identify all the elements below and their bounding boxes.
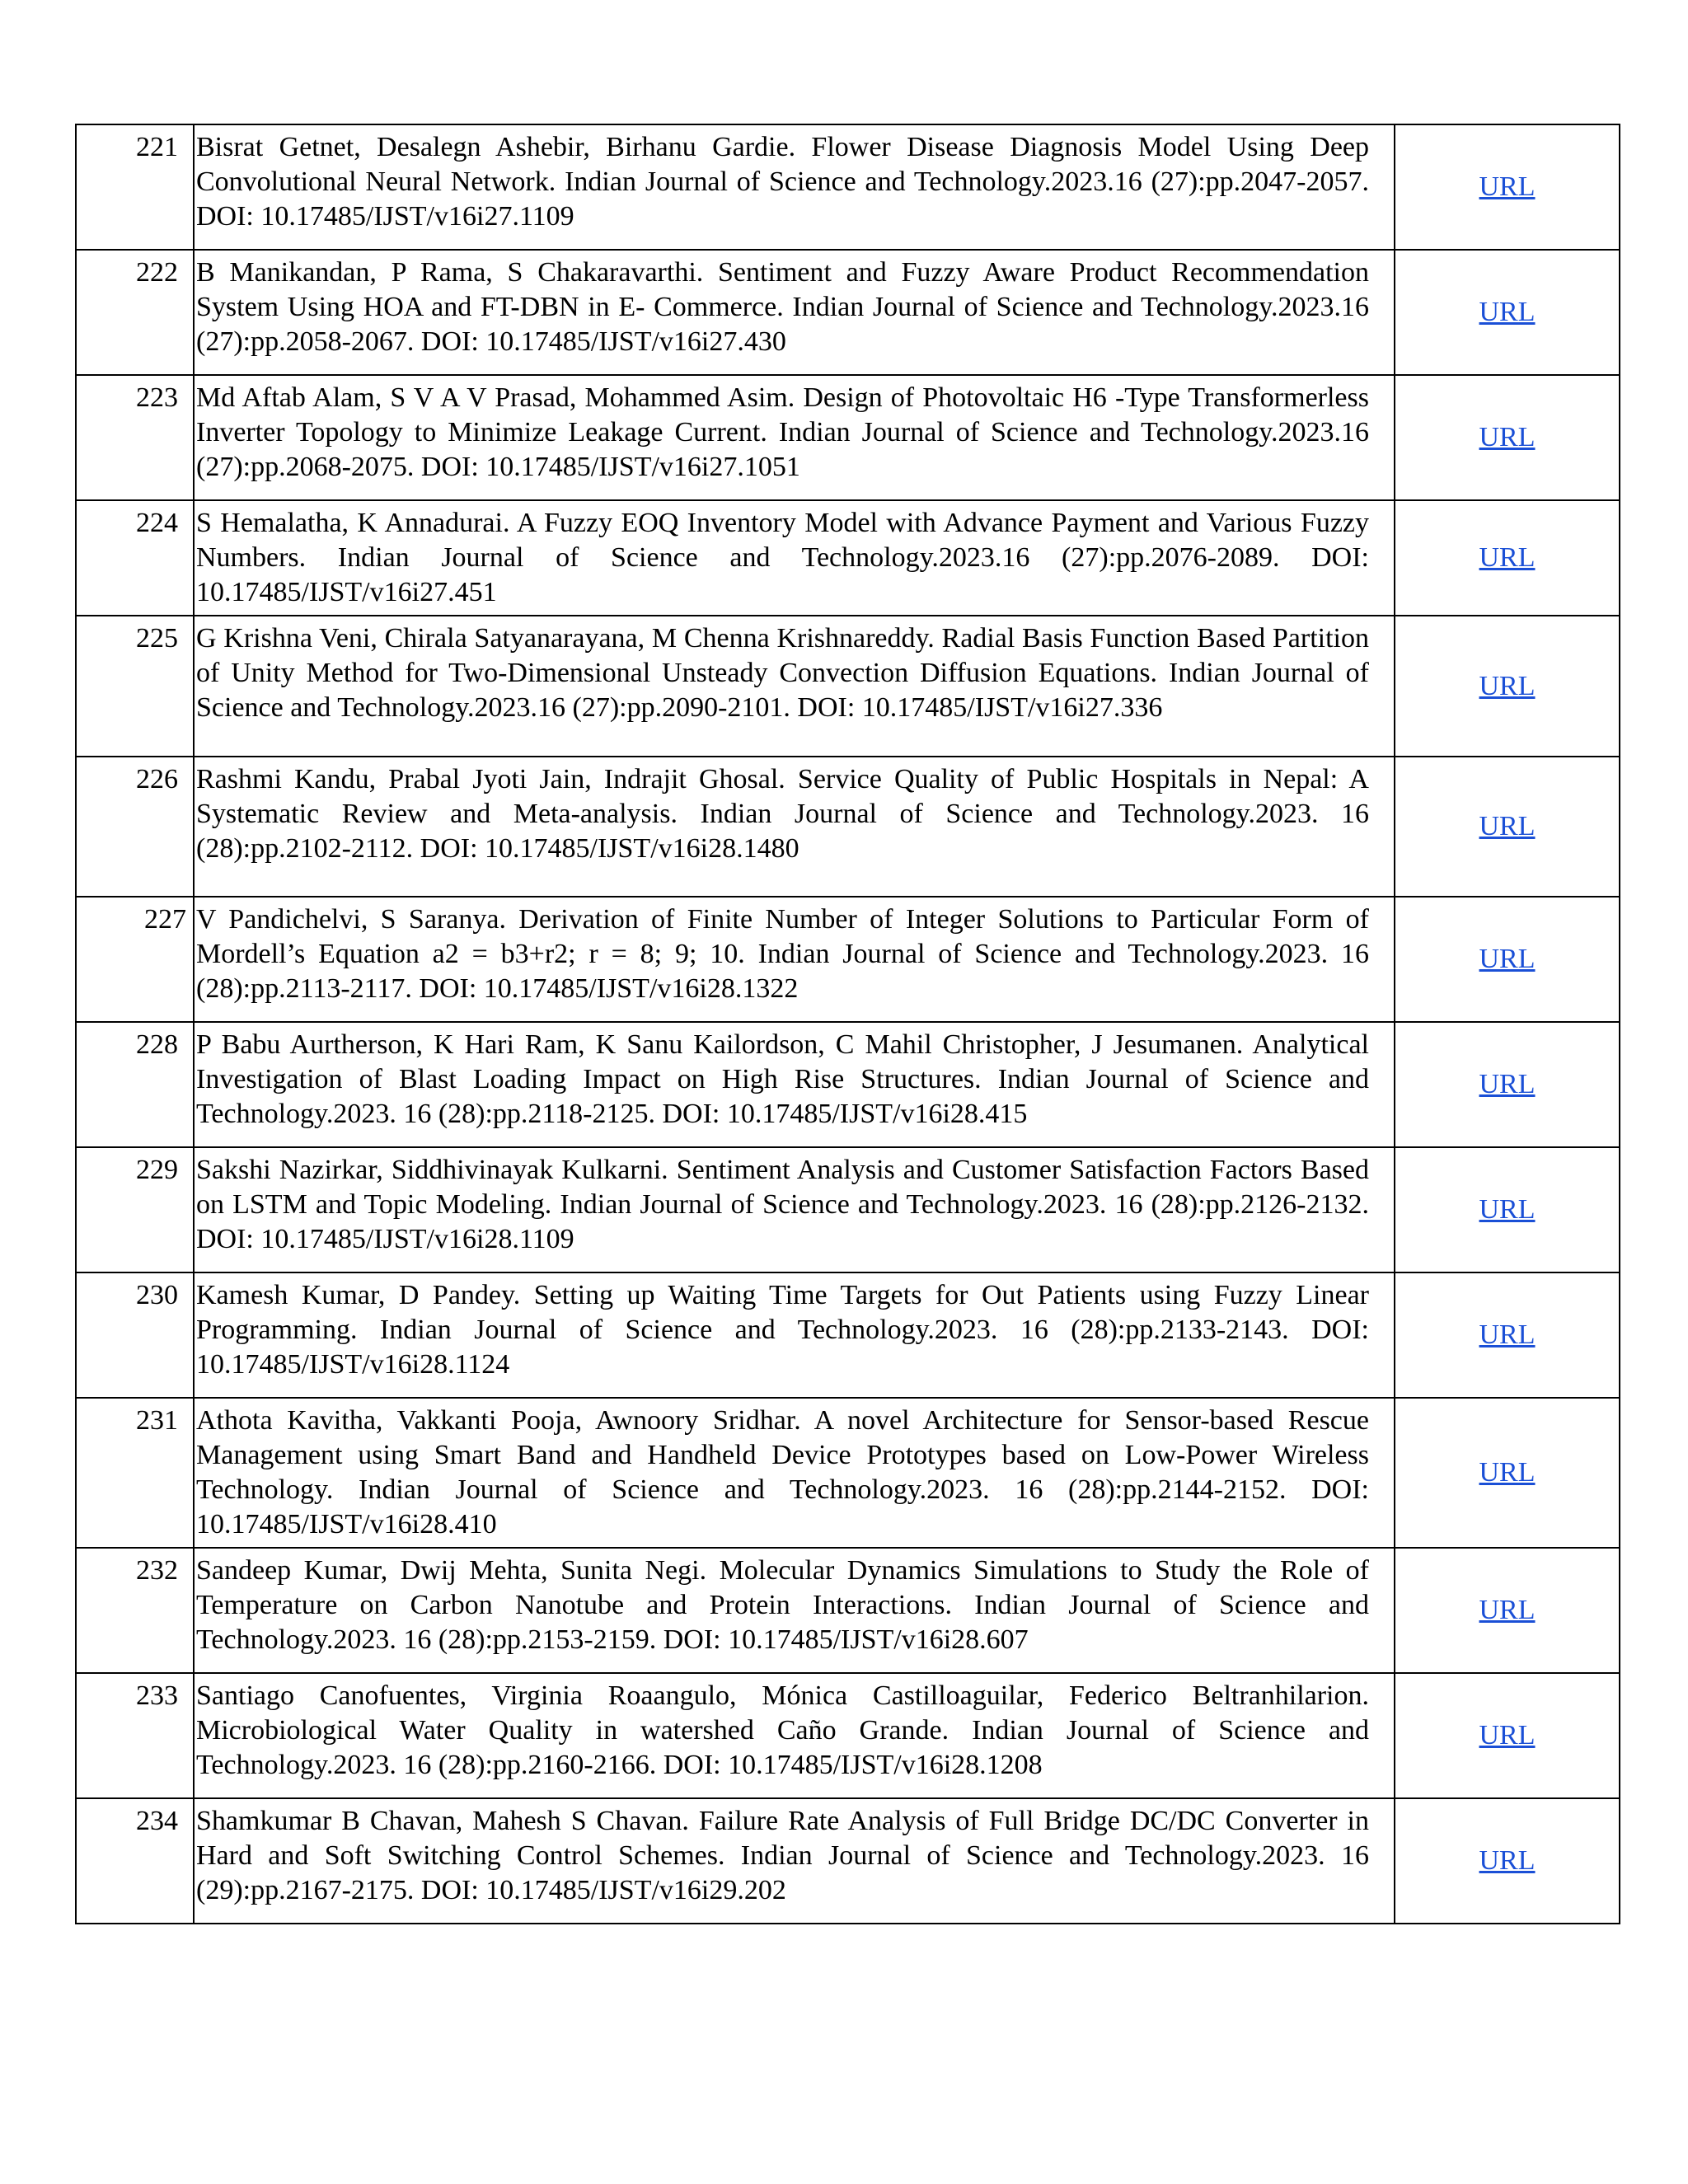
table-row	[76, 1398, 1620, 1548]
reference-citation: Bisrat Getnet, Desalegn Ashebir, Birhanu Gardie. Flower Disease Diagnosis Model Using Deep Convolutional Neural Network. Indian Journal of Science and Technology.2023.16 (27):pp.2047-2057. DOI: 10.17485/IJST/v16i27.1109	[194, 124, 1395, 250]
table-row	[76, 124, 1620, 250]
reference-url-link[interactable]: URL	[1479, 422, 1536, 452]
table-row	[76, 250, 1620, 375]
reference-citation: Athota Kavitha, Vakkanti Pooja, Awnoory Sridhar. A novel Architecture for Sensor-based Rescue Management using Smart Band and Handheld Device Prototypes based on Low-Power Wireless Technology. Indian Journal of Science and Technology.2023. 16 (28):pp.2144-2152. DOI: 10.17485/IJST/v16i28.410	[194, 1398, 1395, 1548]
reference-number: 226	[76, 757, 194, 897]
reference-citation: Sakshi Nazirkar, Siddhivinayak Kulkarni. Sentiment Analysis and Customer Satisfaction Factors Based on LSTM and Topic Modeling. Indian Journal of Science and Technology.2023. 16 (28):pp.2126-2132. DOI: 10.17485/IJST/v16i28.1109	[194, 1147, 1395, 1272]
reference-number: 221	[76, 124, 194, 250]
table-row	[76, 757, 1620, 897]
reference-number: 223	[76, 375, 194, 500]
reference-url-link[interactable]: URL	[1479, 171, 1536, 202]
reference-url-link[interactable]: URL	[1479, 944, 1536, 974]
reference-number: 230	[76, 1272, 194, 1398]
reference-number: 224	[76, 500, 194, 616]
reference-number: 228	[76, 1022, 194, 1147]
reference-number: 232	[76, 1548, 194, 1673]
reference-url-link[interactable]: URL	[1479, 297, 1536, 327]
reference-citation: B Manikandan, P Rama, S Chakaravarthi. Sentiment and Fuzzy Aware Product Recommendation System Using HOA and FT-DBN in E- Commerce. Indian Journal of Science and Technology.2023.16 (27):pp.2058-2067. DOI: 10.17485/IJST/v16i27.430	[194, 250, 1395, 375]
reference-citation: Kamesh Kumar, D Pandey. Setting up Waiting Time Targets for Out Patients using Fuzzy Linear Programming. Indian Journal of Science and Technology.2023. 16 (28):pp.2133-2143. DOI: 10.17485/IJST/v16i28.1124	[194, 1272, 1395, 1398]
table-row	[76, 1272, 1620, 1398]
table-row	[76, 616, 1620, 757]
reference-url-link[interactable]: URL	[1479, 1194, 1536, 1225]
reference-number: 227	[76, 897, 194, 1022]
references-table	[75, 124, 1620, 1924]
reference-citation: G Krishna Veni, Chirala Satyanarayana, M Chenna Krishnareddy. Radial Basis Function Based Partition of Unity Method for Two-Dimensional Unsteady Convection Diffusion Equations. Indian Journal of Science and Technology.2023.16 (27):pp.2090-2101. DOI: 10.17485/IJST/v16i27.336	[194, 616, 1395, 757]
table-row	[76, 375, 1620, 500]
reference-url-link[interactable]: URL	[1479, 1720, 1536, 1750]
reference-citation: Shamkumar B Chavan, Mahesh S Chavan. Failure Rate Analysis of Full Bridge DC/DC Converter in Hard and Soft Switching Control Schemes. Indian Journal of Science and Technology.2023. 16 (29):pp.2167-2175. DOI: 10.17485/IJST/v16i29.202	[194, 1798, 1395, 1924]
reference-number: 222	[76, 250, 194, 375]
table-row	[76, 1548, 1620, 1673]
table-row	[76, 1147, 1620, 1272]
reference-number: 231	[76, 1398, 194, 1548]
reference-citation: Sandeep Kumar, Dwij Mehta, Sunita Negi. Molecular Dynamics Simulations to Study the Role of Temperature on Carbon Nanotube and Protein Interactions. Indian Journal of Science and Technology.2023. 16 (28):pp.2153-2159. DOI: 10.17485/IJST/v16i28.607	[194, 1548, 1395, 1673]
reference-citation: S Hemalatha, K Annadurai. A Fuzzy EOQ Inventory Model with Advance Payment and Various Fuzzy Numbers. Indian Journal of Science and Technology.2023.16 (27):pp.2076-2089. DOI: 10.17485/IJST/v16i27.451	[194, 500, 1395, 616]
reference-url-link[interactable]: URL	[1479, 1069, 1536, 1099]
reference-url-link[interactable]: URL	[1479, 1319, 1536, 1350]
reference-number: 234	[76, 1798, 194, 1924]
reference-citation: Md Aftab Alam, S V A V Prasad, Mohammed Asim. Design of Photovoltaic H6 -Type Transformerless Inverter Topology to Minimize Leakage Current. Indian Journal of Science and Technology.2023.16 (27):pp.2068-2075. DOI: 10.17485/IJST/v16i27.1051	[194, 375, 1395, 500]
reference-url-link[interactable]: URL	[1479, 542, 1536, 573]
table-row	[76, 1673, 1620, 1798]
table-row	[76, 1022, 1620, 1147]
table-row	[76, 1798, 1620, 1924]
reference-number: 233	[76, 1673, 194, 1798]
reference-url-link[interactable]: URL	[1479, 811, 1536, 841]
table-row	[76, 500, 1620, 616]
reference-citation: P Babu Aurtherson, K Hari Ram, K Sanu Kailordson, C Mahil Christopher, J Jesumanen. Analytical Investigation of Blast Loading Impact on High Rise Structures. Indian Journal of Science and Technology.2023. 16 (28):pp.2118-2125. DOI: 10.17485/IJST/v16i28.415	[194, 1022, 1395, 1147]
reference-url-link[interactable]: URL	[1479, 670, 1536, 701]
reference-citation: Rashmi Kandu, Prabal Jyoti Jain, Indrajit Ghosal. Service Quality of Public Hospitals in Nepal: A Systematic Review and Meta-analysis. Indian Journal of Science and Technology.2023. 16 (28):pp.2102-2112. DOI: 10.17485/IJST/v16i28.1480	[194, 757, 1395, 897]
reference-url-link[interactable]: URL	[1479, 1457, 1536, 1488]
reference-citation: Santiago Canofuentes, Virginia Roaangulo, Mónica Castilloaguilar, Federico Beltranhilarion. Microbiological Water Quality in watershed Caño Grande. Indian Journal of Science and Technology.2023. 16 (28):pp.2160-2166. DOI: 10.17485/IJST/v16i28.1208	[194, 1673, 1395, 1798]
reference-url-link[interactable]: URL	[1479, 1845, 1536, 1876]
reference-url-link[interactable]: URL	[1479, 1595, 1536, 1625]
table-row	[76, 897, 1620, 1022]
reference-citation: V Pandichelvi, S Saranya. Derivation of Finite Number of Integer Solutions to Particular Form of Mordell’s Equation a2 = b3+r2; r = 8; 9; 10. Indian Journal of Science and Technology.2023. 16 (28):pp.2113-2117. DOI: 10.17485/IJST/v16i28.1322	[194, 897, 1395, 1022]
reference-number: 225	[76, 616, 194, 757]
reference-number: 229	[76, 1147, 194, 1272]
